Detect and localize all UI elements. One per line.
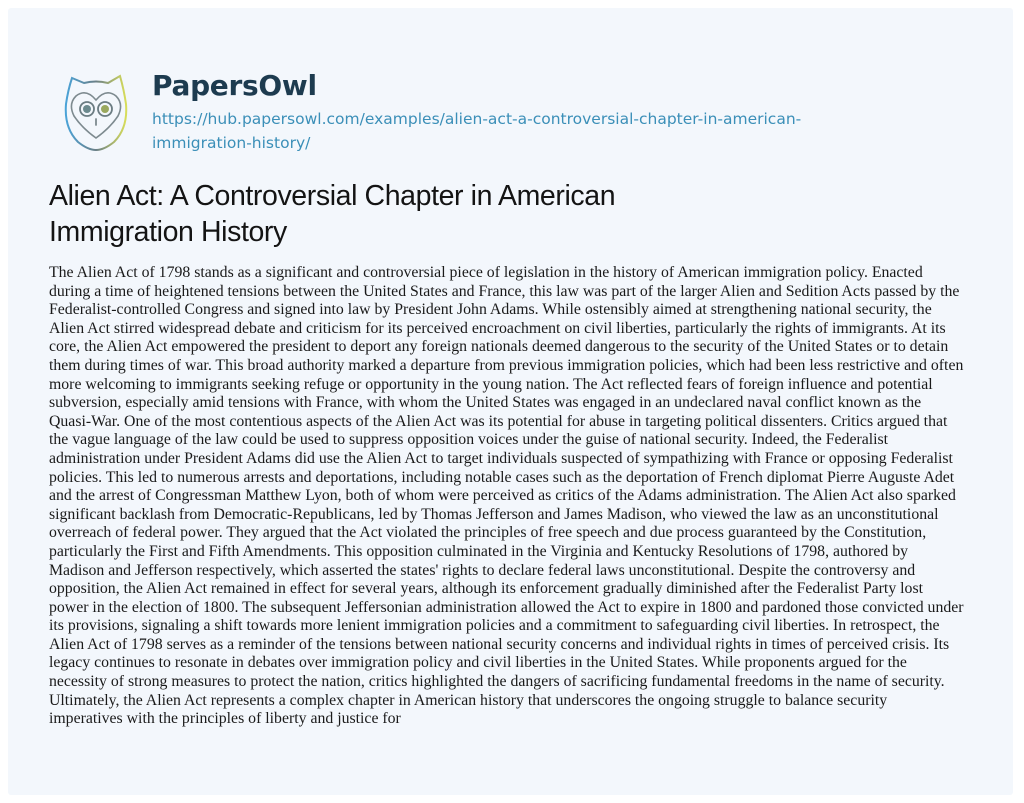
body-line: Madison and Jefferson respectively, which asserted the states' rights to declare federal laws unconstitutional. Despite the controversy and [49, 561, 916, 579]
body-line: during a time of heightened tensions between the United States and France, this law was part of the larger Alien and Sedition Acts passed by the [49, 282, 960, 300]
document-card [8, 8, 1013, 795]
body-line: policies. This led to numerous arrests and deportations, including notable cases such as the deportation of French diplomat Pierre Auguste Adet [49, 468, 955, 486]
article-body [49, 264, 1019, 729]
brand [152, 70, 801, 155]
body-line: subversion, especially amid tensions with France, with whom the United States was engaged in an undeclared naval conflict known as the [49, 394, 922, 412]
body-line: Federalist-controlled Congress and signed into law by President John Adams. While ostensibly aimed at strengthening national security, the [49, 301, 932, 319]
brand-name: PapersOwl [152, 69, 317, 102]
title-line-2: Immigration History [49, 216, 287, 248]
page-title [49, 178, 615, 250]
body-line: Quasi-War. One of the most contentious aspects of the Alien Act was its potential for abuse in targeting political dissenters. Critics argued that [49, 412, 948, 430]
body-line: overreach of federal power. They argued that the Act violated the principles of free speech and due process guaranteed by the Constitution, [49, 524, 927, 542]
body-line: Alien Act of 1798 serves as a reminder of the tensions between national security concerns and individual rights in times of perceived crisis. Its [49, 635, 950, 653]
body-line: the vague language of the law could be used to suppress opposition voices under the guise of national security. Indeed, the Federalist [49, 431, 889, 449]
url-line-1: https://hub.papersowl.com/examples/alien-act-a-controversial-chapter-in-american- [152, 110, 802, 128]
body-line: power in the election of 1800. The subsequent Jeffersonian administration allowed the Act to expire in 1800 and pardoned those convicted under [49, 598, 964, 616]
body-line: particularly the First and Fifth Amendments. This opposition culminated in the Virginia and Kentucky Resolutions of 1798, authored by [49, 542, 908, 560]
source-url-link[interactable] [152, 107, 801, 155]
body-line: imperatives with the principles of liberty and justice for [49, 710, 401, 728]
body-line: more welcoming to immigrants seeking refuge or opportunity in the young nation. The Act reflected fears of foreign influence and potential [49, 375, 933, 393]
title-line-1: Alien Act: A Controversial Chapter in American [49, 180, 616, 212]
body-line: Ultimately, the Alien Act represents a complex chapter in American history that underscores the ongoing struggle to balance security [49, 691, 888, 709]
owl-logo-icon [58, 70, 134, 154]
body-line: The Alien Act of 1798 stands as a significant and controversial piece of legislation in the history of American immigration policy. Enacted [49, 264, 923, 281]
body-line: and the arrest of Congressman Matthew Lyon, both of whom were perceived as critics of the Adams administration. The Alien Act also sparked [49, 487, 956, 505]
body-line: Alien Act stirred widespread debate and criticism for its perceived encroachment on civil liberties, particularly the rights of immigrants. At its [49, 319, 946, 337]
body-line: its provisions, signaling a shift towards more lenient immigration policies and a commitment to safeguarding civil liberties. In retrospect, the [49, 617, 940, 635]
body-line: them during times of war. This broad authority marked a departure from previous immigration policies, which had been less restrictive and often [49, 356, 964, 374]
body-line: necessity of strong measures to protect the nation, critics highlighted the dangers of sacrificing fundamental freedoms in the name of security. [49, 673, 945, 691]
body-line: significant backlash from Democratic-Republicans, led by Thomas Jefferson and James Madison, who viewed the law as an unconstitutional [49, 505, 939, 523]
body-line: opposition, the Alien Act remained in effect for several years, although its enforcement gradually diminished after the Federalist Party lost [49, 580, 923, 598]
body-line: legacy continues to resonate in debates over immigration policy and civil liberties in the United States. While proponents argued for the [49, 654, 907, 672]
body-line: core, the Alien Act empowered the president to deport any foreign nationals deemed dangerous to the security of the United States or to detain [49, 338, 949, 356]
body-line: administration under President Adams did use the Alien Act to target individuals suspected of sympathizing with France or opposing Federalist [49, 449, 953, 467]
url-line-2: immigration-history/ [152, 134, 311, 152]
